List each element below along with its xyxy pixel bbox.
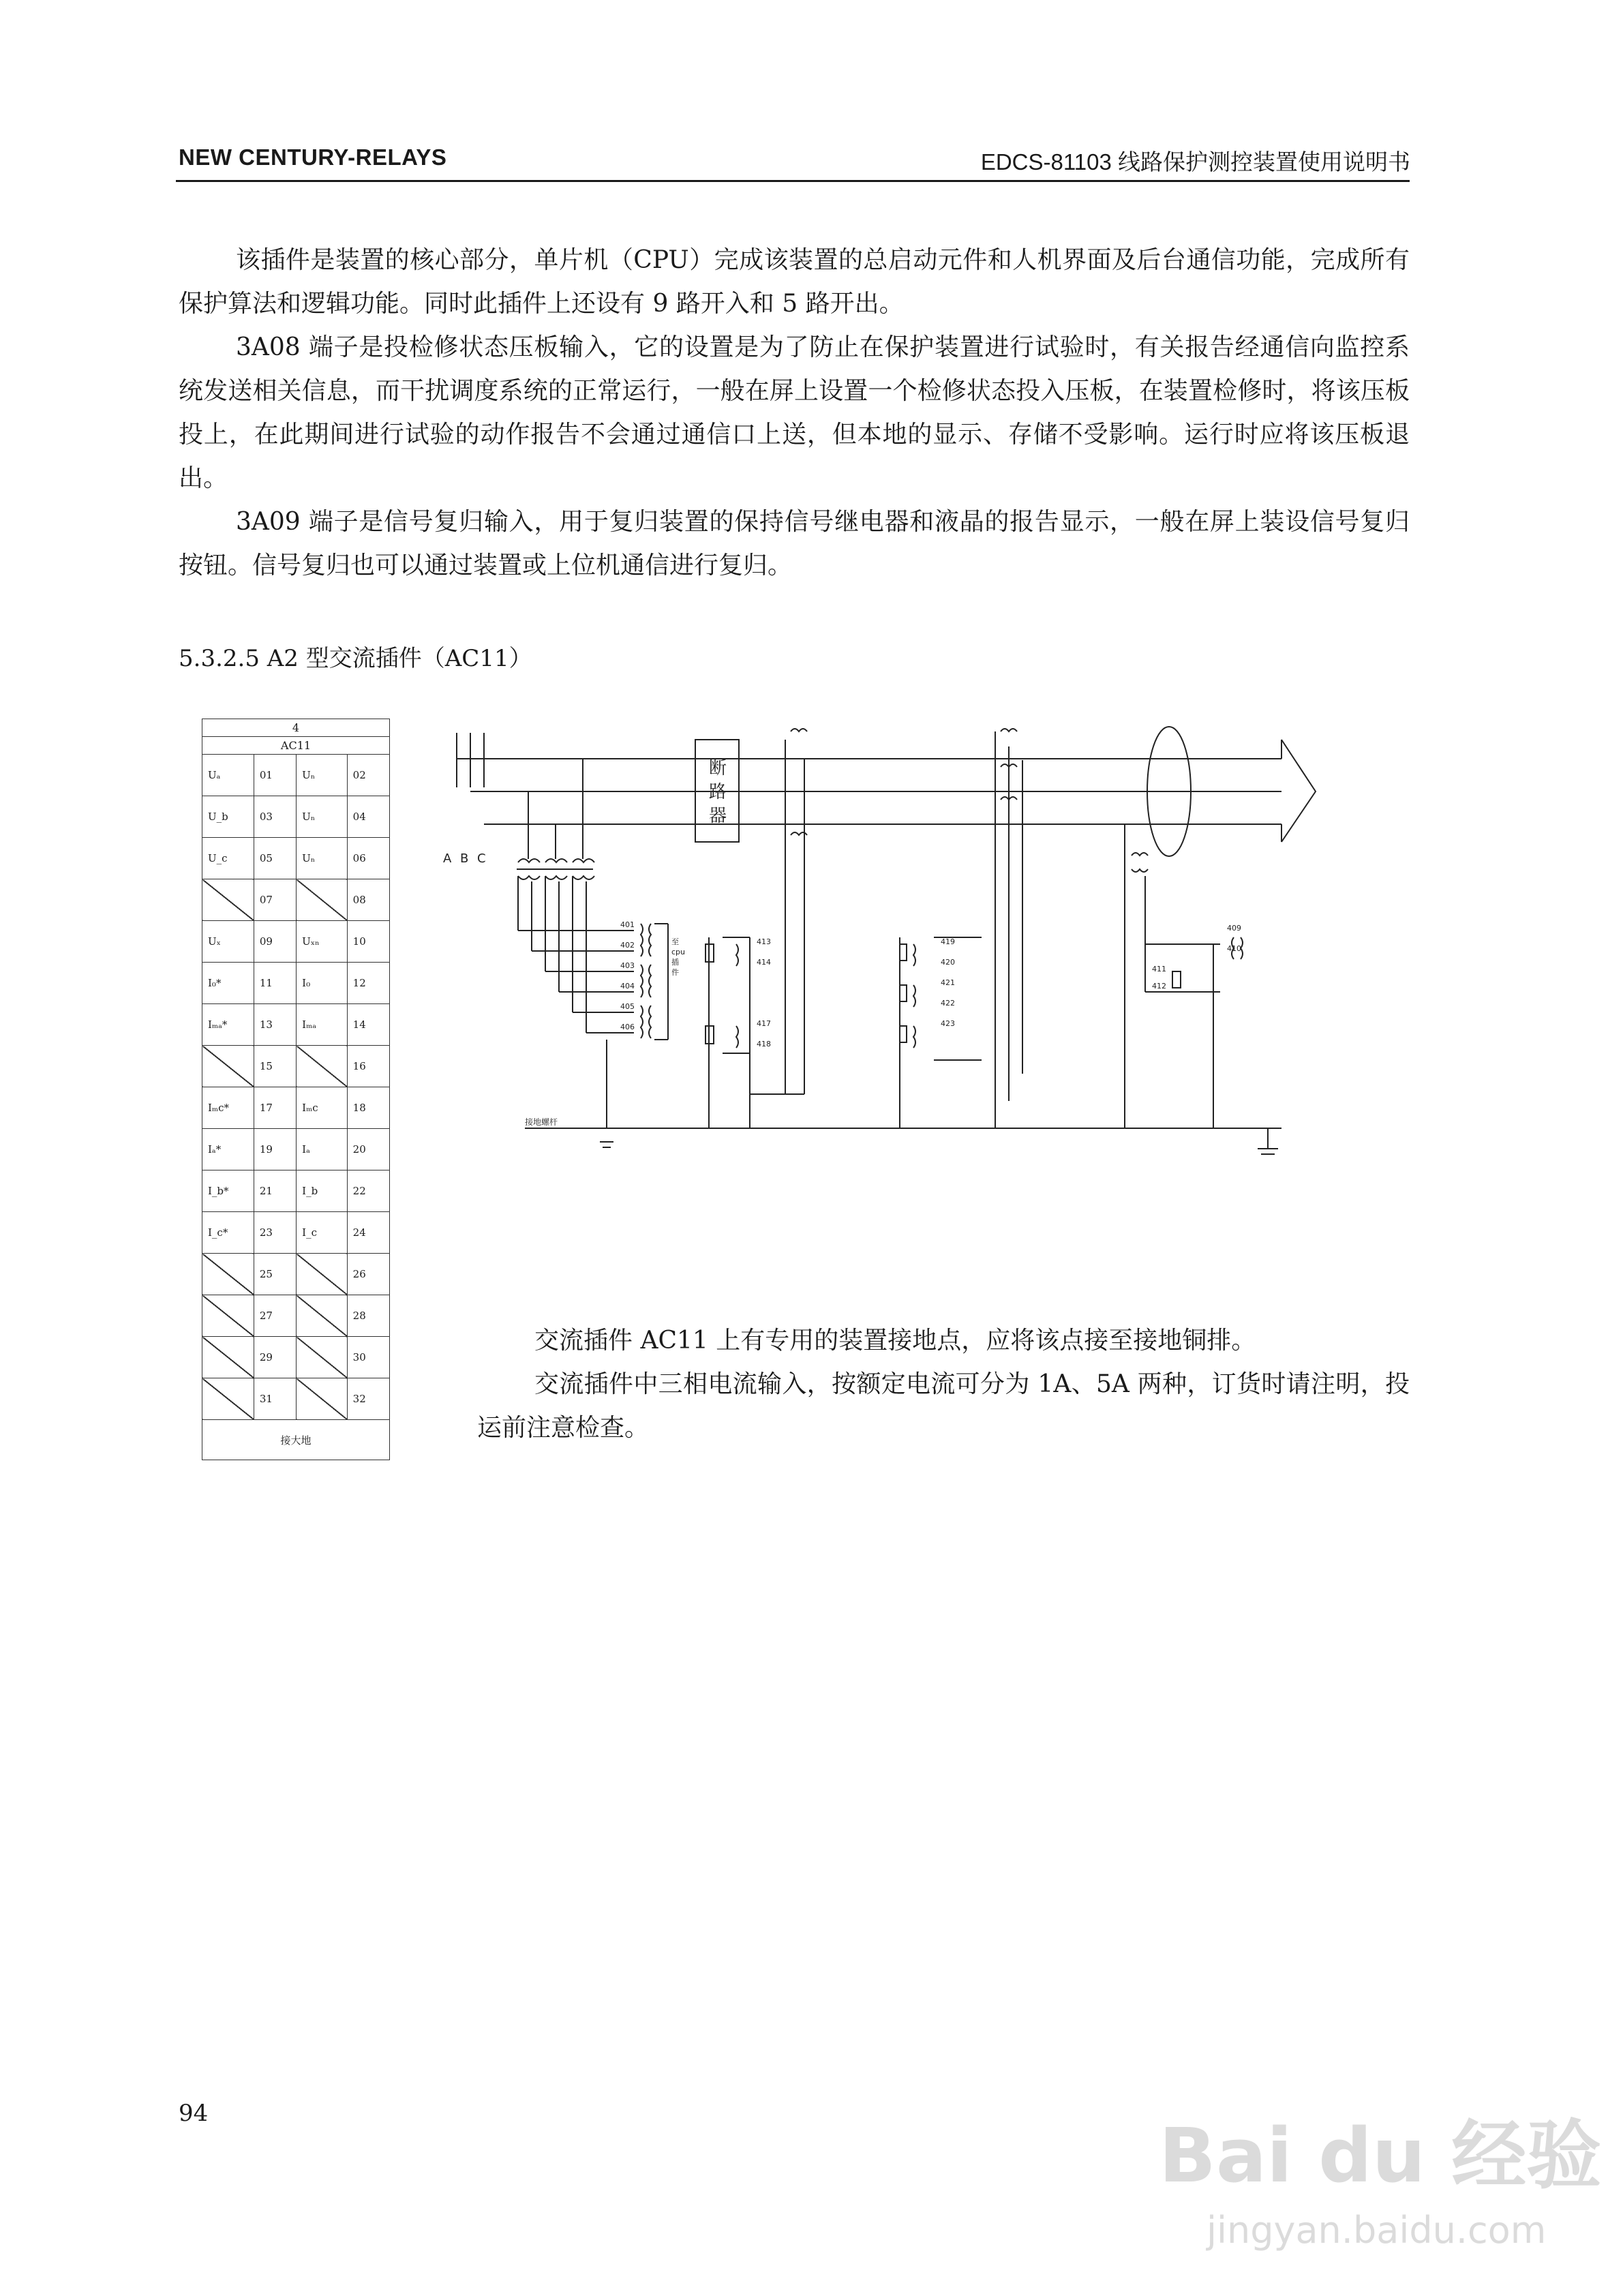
table-row bbox=[202, 963, 390, 1004]
to-cpu-1: 至 bbox=[671, 937, 679, 946]
breaker-label-2: 路 bbox=[709, 782, 727, 802]
terminal-label: I_c bbox=[297, 1212, 348, 1254]
terminal-number: 10 bbox=[347, 921, 389, 963]
terminal-number: 17 bbox=[254, 1087, 296, 1129]
terminal-number: 27 bbox=[254, 1295, 296, 1337]
phase-a-label: A bbox=[443, 851, 452, 866]
terminal-number: 31 bbox=[254, 1378, 296, 1420]
terminal-number: 19 bbox=[254, 1129, 296, 1170]
header-left: NEW CENTURY-RELAYS bbox=[179, 145, 447, 170]
table-row bbox=[202, 1295, 390, 1337]
terminal-label: I_b* bbox=[202, 1170, 254, 1212]
terminal-number: 11 bbox=[254, 963, 296, 1004]
terminal-number: 04 bbox=[347, 796, 389, 838]
terminal-label: I₀ bbox=[297, 963, 348, 1004]
terminal-number: 02 bbox=[347, 755, 389, 796]
terminal-number: 30 bbox=[347, 1337, 389, 1378]
table-row bbox=[202, 1087, 390, 1129]
blank-cell bbox=[202, 1378, 254, 1420]
terminal-label: I_c* bbox=[202, 1212, 254, 1254]
terminal-number: 14 bbox=[347, 1004, 389, 1046]
blank-cell bbox=[202, 879, 254, 921]
table-row bbox=[202, 755, 390, 796]
terminal-number: 03 bbox=[254, 796, 296, 838]
terminal-label: Iₘₐ* bbox=[202, 1004, 254, 1046]
blank-cell bbox=[202, 1295, 254, 1337]
blank-cell bbox=[297, 1378, 348, 1420]
to-cpu-2: cpu bbox=[671, 948, 686, 956]
terminal-label: Iₐ* bbox=[202, 1129, 254, 1170]
terminal-label: Iₘc bbox=[297, 1087, 348, 1129]
phase-c-label: C bbox=[477, 851, 486, 866]
breaker-label-3: 器 bbox=[709, 806, 727, 826]
table-row bbox=[202, 1170, 390, 1212]
terminal-number: 26 bbox=[347, 1254, 389, 1295]
terminal-404: 404 bbox=[620, 982, 635, 991]
terminal-413: 413 bbox=[757, 937, 771, 946]
table-footer: 接大地 bbox=[202, 1420, 390, 1460]
header-rule bbox=[176, 180, 1410, 182]
terminal-label: U_c bbox=[202, 838, 254, 879]
terminal-label: Iₘc* bbox=[202, 1087, 254, 1129]
terminal-label: Iₐ bbox=[297, 1129, 348, 1170]
terminal-number: 05 bbox=[254, 838, 296, 879]
terminal-number: 06 bbox=[347, 838, 389, 879]
terminal-number: 13 bbox=[254, 1004, 296, 1046]
terminal-number: 09 bbox=[254, 921, 296, 963]
blank-cell bbox=[297, 879, 348, 921]
terminal-table bbox=[202, 719, 390, 1460]
blank-cell bbox=[297, 1046, 348, 1087]
table-row bbox=[202, 879, 390, 921]
to-cpu-3: 插 bbox=[671, 958, 679, 967]
terminal-label: U_b bbox=[202, 796, 254, 838]
blank-cell bbox=[297, 1337, 348, 1378]
terminal-421: 421 bbox=[941, 978, 955, 987]
body-text bbox=[179, 239, 1410, 588]
terminal-411: 411 bbox=[1152, 965, 1166, 973]
terminal-number: 25 bbox=[254, 1254, 296, 1295]
terminal-410: 410 bbox=[1227, 944, 1241, 953]
wiring-diagram bbox=[436, 719, 1336, 1169]
page-number: 94 bbox=[179, 2100, 209, 2127]
blank-cell bbox=[297, 1254, 348, 1295]
terminal-405: 405 bbox=[620, 1002, 635, 1011]
table-row bbox=[202, 838, 390, 879]
blank-cell bbox=[297, 1295, 348, 1337]
terminal-label: Uₐ bbox=[202, 755, 254, 796]
terminal-number: 22 bbox=[347, 1170, 389, 1212]
paragraph-2: 3A08 端子是投检修状态压板输入，它的设置是为了防止在保护装置进行试验时，有关报告经通信向监控系统发送相关信息，而干扰调度系统的正常运行，一般在屏上设置一个检修状态投入压板，在装置检修时，将该压板投上，在此期间进行试验的动作报告不会通过通信口上送，但本地的显示、存储不受影响。运行时应将该压板退出。 bbox=[179, 333, 1410, 492]
table-row bbox=[202, 921, 390, 963]
breaker-label-1: 断 bbox=[709, 758, 727, 779]
terminal-402: 402 bbox=[620, 941, 635, 950]
terminal-412: 412 bbox=[1152, 982, 1166, 991]
terminal-number: 20 bbox=[347, 1129, 389, 1170]
notes bbox=[477, 1319, 1410, 1450]
terminal-label: Uₙ bbox=[297, 755, 348, 796]
watermark-brand: Bai du 经验 bbox=[1159, 2112, 1602, 2199]
terminal-label: Uₓₙ bbox=[297, 921, 348, 963]
terminal-number: 07 bbox=[254, 879, 296, 921]
to-cpu-4: 件 bbox=[671, 968, 679, 977]
terminal-423: 423 bbox=[941, 1019, 955, 1028]
watermark-url: jingyan.baidu.com bbox=[1207, 2209, 1547, 2252]
terminal-number: 15 bbox=[254, 1046, 296, 1087]
paragraph-3: 3A09 端子是信号复归输入，用于复归装置的保持信号继电器和液晶的报告显示，一般在屏上装设信号复归按钮。信号复归也可以通过装置或上位机通信进行复归。 bbox=[179, 508, 1410, 579]
slot-number: 4 bbox=[202, 719, 390, 737]
terminal-420: 420 bbox=[941, 958, 955, 967]
blank-cell bbox=[202, 1337, 254, 1378]
terminal-label: Iₘₐ bbox=[297, 1004, 348, 1046]
terminal-number: 24 bbox=[347, 1212, 389, 1254]
terminal-label: I₀* bbox=[202, 963, 254, 1004]
terminal-401: 401 bbox=[620, 920, 635, 929]
table-row bbox=[202, 1004, 390, 1046]
terminal-number: 23 bbox=[254, 1212, 296, 1254]
terminal-414: 414 bbox=[757, 958, 771, 967]
terminal-label: Uₓ bbox=[202, 921, 254, 963]
ground-label: 接地螺杆 bbox=[525, 1117, 558, 1127]
note-2: 交流插件中三相电流输入，按额定电流可分为 1A、5A 两种，订货时请注明，投运前注意检查。 bbox=[477, 1370, 1410, 1442]
table-row bbox=[202, 1378, 390, 1420]
blank-cell bbox=[202, 1046, 254, 1087]
terminal-label: Uₙ bbox=[297, 838, 348, 879]
section-title: 5.3.2.5 A2 型交流插件（AC11） bbox=[179, 645, 532, 672]
terminal-number: 16 bbox=[347, 1046, 389, 1087]
terminal-number: 01 bbox=[254, 755, 296, 796]
phase-b-label: B bbox=[460, 851, 469, 866]
terminal-417: 417 bbox=[757, 1019, 771, 1028]
terminal-number: 29 bbox=[254, 1337, 296, 1378]
terminal-label: Uₙ bbox=[297, 796, 348, 838]
terminal-number: 28 bbox=[347, 1295, 389, 1337]
terminal-number: 32 bbox=[347, 1378, 389, 1420]
table-row bbox=[202, 1254, 390, 1295]
table-row bbox=[202, 796, 390, 838]
terminal-406: 406 bbox=[620, 1023, 635, 1031]
terminal-label: I_b bbox=[297, 1170, 348, 1212]
terminal-422: 422 bbox=[941, 999, 955, 1008]
table-row bbox=[202, 1129, 390, 1170]
blank-cell bbox=[202, 1254, 254, 1295]
terminal-403: 403 bbox=[620, 961, 635, 970]
table-row bbox=[202, 1337, 390, 1378]
terminal-418: 418 bbox=[757, 1040, 771, 1048]
terminal-409: 409 bbox=[1227, 924, 1241, 933]
terminal-number: 18 bbox=[347, 1087, 389, 1129]
note-1: 交流插件 AC11 上有专用的装置接地点，应将该点接至接地铜排。 bbox=[534, 1327, 1256, 1355]
terminal-number: 12 bbox=[347, 963, 389, 1004]
terminal-number: 08 bbox=[347, 879, 389, 921]
table-row bbox=[202, 1046, 390, 1087]
paragraph-1: 该插件是装置的核心部分，单片机（CPU）完成该装置的总启动元件和人机界面及后台通信功能，完成所有保护算法和逻辑功能。同时此插件上还设有 9 路开入和 5 路开出。 bbox=[179, 246, 1410, 318]
baidu-watermark bbox=[1152, 2059, 1602, 2263]
terminal-419: 419 bbox=[941, 937, 955, 946]
header-right: EDCS-81103 线路保护测控装置使用说明书 bbox=[980, 149, 1410, 175]
terminal-number: 21 bbox=[254, 1170, 296, 1212]
plugin-name: AC11 bbox=[202, 737, 390, 755]
table-row bbox=[202, 1212, 390, 1254]
